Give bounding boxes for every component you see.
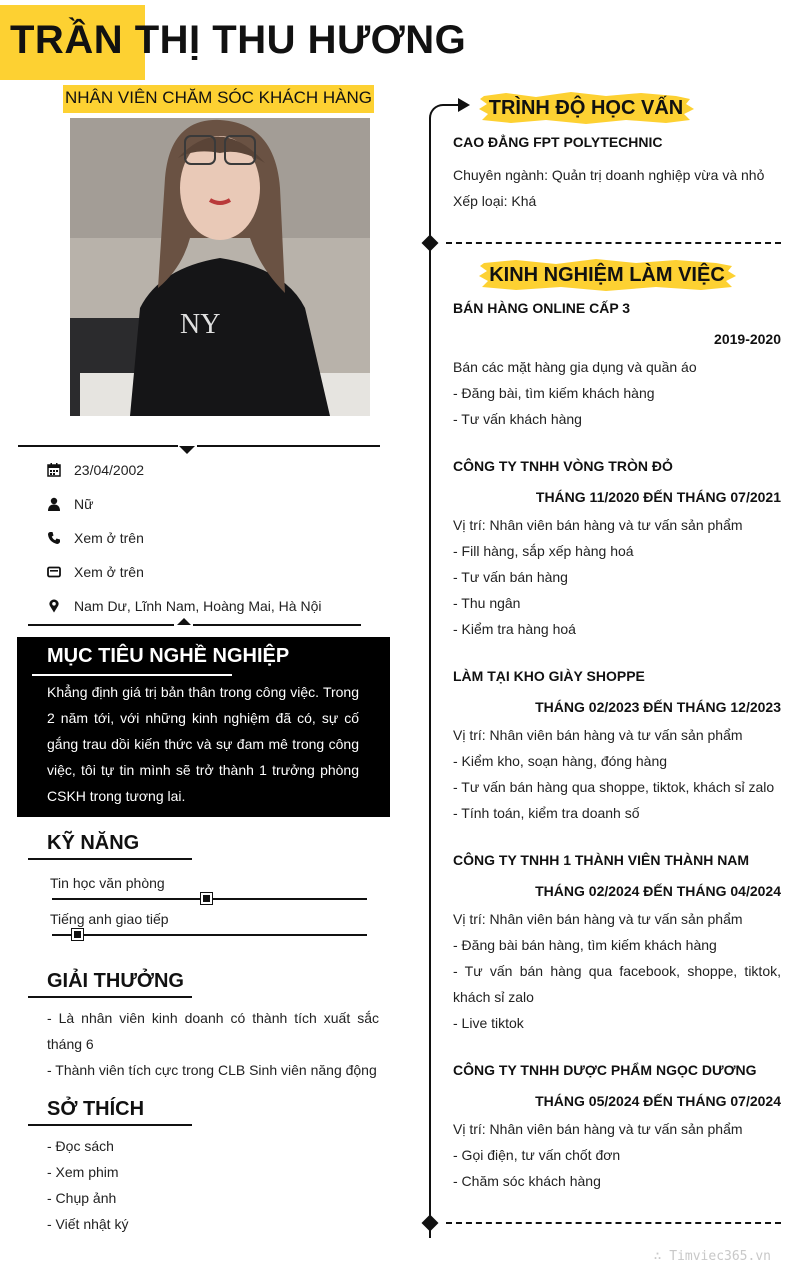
job-line: Vị trí: Nhân viên bán hàng và tư vấn sản phẩm xyxy=(453,517,743,533)
award-item: - Thành viên tích cực trong CLB Sinh viên năng động xyxy=(47,1062,377,1078)
hobby-item: - Chụp ảnh xyxy=(47,1190,117,1206)
job-line: - Đăng bài, tìm kiếm khách hàng xyxy=(453,385,655,401)
job-line: - Thu ngân xyxy=(453,595,521,611)
job-company: CÔNG TY TNHH VÒNG TRÒN ĐỎ xyxy=(453,458,673,474)
email-value: Xem ở trên xyxy=(74,564,144,580)
skills-underline xyxy=(28,858,192,860)
job-period: THÁNG 05/2024 ĐẾN THÁNG 07/2024 xyxy=(535,1093,781,1109)
profile-photo xyxy=(70,118,370,416)
gender-value: Nữ xyxy=(74,496,94,512)
skill-label-english: Tiếng anh giao tiếp xyxy=(50,911,169,927)
career-goal-box xyxy=(17,637,390,817)
timeline-arrow-icon xyxy=(458,98,470,112)
email-icon xyxy=(46,564,62,580)
job-company: CÔNG TY TNHH 1 THÀNH VIÊN THÀNH NAM xyxy=(453,852,750,868)
skill-bar-english xyxy=(52,934,367,936)
job-line: - Fill hàng, sắp xếp hàng hoá xyxy=(453,543,634,559)
job-line: - Tư vấn bán hàng qua facebook, shoppe, tiktok, khách sỉ zalo xyxy=(453,963,781,1005)
education-major: Chuyên ngành: Quản trị doanh nghiệp vừa và nhỏ xyxy=(453,167,765,183)
education-divider xyxy=(446,242,781,244)
skill-knob-office[interactable] xyxy=(201,893,212,904)
candidate-name: TRẦN THỊ THU HƯƠNG xyxy=(10,18,467,62)
skill-label-office: Tin học văn phòng xyxy=(50,875,165,891)
career-goal-title: MỤC TIÊU NGHỀ NGHIỆP xyxy=(47,645,290,667)
hobby-item: - Đọc sách xyxy=(47,1138,114,1154)
experience-divider xyxy=(446,1222,781,1224)
experience-title: KINH NGHIỆM LÀM VIỆC xyxy=(489,263,725,286)
job-line: Vị trí: Nhân viên bán hàng và tư vấn sản phẩm xyxy=(453,1121,743,1137)
job-line: - Tính toán, kiểm tra doanh số xyxy=(453,805,640,821)
education-school: CAO ĐẲNG FPT POLYTECHNIC xyxy=(453,134,663,150)
birthday-value: 23/04/2002 xyxy=(74,462,145,478)
job-line: - Live tiktok xyxy=(453,1015,524,1031)
education-title: TRÌNH ĐỘ HỌC VẤN xyxy=(488,96,684,119)
job-period: THÁNG 11/2020 ĐẾN THÁNG 07/2021 xyxy=(535,489,781,505)
photo-divider-marker xyxy=(179,446,195,454)
career-goal-underline xyxy=(32,674,232,676)
job-period: 2019-2020 xyxy=(714,331,781,347)
address-value: Nam Dư, Lĩnh Nam, Hoàng Mai, Hà Nội xyxy=(74,598,322,614)
education-title-highlight xyxy=(476,90,696,126)
job-period: THÁNG 02/2023 ĐẾN THÁNG 12/2023 xyxy=(535,699,781,715)
job-line: - Tư vấn khách hàng xyxy=(453,411,582,427)
timeline-diamond xyxy=(422,1215,439,1232)
hobby-item: - Viết nhật ký xyxy=(47,1216,129,1232)
job-line: - Gọi điện, tư vấn chốt đơn xyxy=(453,1147,621,1163)
awards-title: GIẢI THƯỞNG xyxy=(47,970,184,992)
svg-text:NY: NY xyxy=(180,309,221,340)
job-company: BÁN HÀNG ONLINE CẤP 3 xyxy=(453,300,631,316)
job-company: CÔNG TY TNHH DƯỢC PHẨM NGỌC DƯƠNG xyxy=(453,1062,757,1078)
info-gender xyxy=(46,494,93,514)
info-email xyxy=(46,562,144,582)
hobbies-title: SỞ THÍCH xyxy=(47,1098,145,1120)
job-period: THÁNG 02/2024 ĐẾN THÁNG 04/2024 xyxy=(535,883,781,899)
education-rank: Xếp loại: Khá xyxy=(453,193,537,209)
timeline-diamond xyxy=(422,235,439,252)
calendar-icon xyxy=(46,462,62,478)
job-line: Bán các mặt hàng gia dụng và quần áo xyxy=(453,359,697,375)
awards-underline xyxy=(28,996,192,998)
timeline-line xyxy=(429,118,431,1238)
photo-divider-right xyxy=(197,445,380,447)
watermark: ∴ Timviec365.vn xyxy=(653,1249,771,1264)
job-line: - Tư vấn bán hàng xyxy=(453,569,568,585)
award-item: - Là nhân viên kinh doanh có thành tích xuất sắc tháng 6 xyxy=(47,1010,379,1052)
photo-divider-left xyxy=(18,445,178,447)
hobbies-underline xyxy=(28,1124,192,1126)
career-goal-text: Khẳng định giá trị bản thân trong công việc. Trong 2 năm tới, với những kinh nghiệm đã có, sự cố gắng trau dồi kiến thức và sự đam mê trong công việc, tôi tự tin mình sẽ trở thành 1 trưởng phòng CSKH trong tương lai. xyxy=(47,684,359,804)
skills-title: KỸ NĂNG xyxy=(47,832,140,854)
phone-value: Xem ở trên xyxy=(74,530,144,546)
timeline-curve xyxy=(429,104,447,122)
info-address xyxy=(46,596,321,616)
job-line: - Chăm sóc khách hàng xyxy=(453,1173,601,1189)
info-birthday xyxy=(46,460,144,480)
location-pin-icon xyxy=(46,598,62,614)
job-line: - Kiểm tra hàng hoá xyxy=(453,621,576,637)
info-divider-right xyxy=(193,624,361,626)
job-company: LÀM TẠI KHO GIÀY SHOPPE xyxy=(453,668,645,684)
info-phone xyxy=(46,528,144,548)
job-title: NHÂN VIÊN CHĂM SÓC KHÁCH HÀNG xyxy=(63,85,374,113)
job-line: Vị trí: Nhân viên bán hàng và tư vấn sản phẩm xyxy=(453,727,743,743)
info-divider-marker xyxy=(177,618,191,625)
info-divider-left xyxy=(28,624,174,626)
hobby-item: - Xem phim xyxy=(47,1164,119,1180)
experience-title-highlight xyxy=(476,257,738,293)
phone-icon xyxy=(46,530,62,546)
person-icon xyxy=(46,496,62,512)
job-line: - Đăng bài bán hàng, tìm kiếm khách hàng xyxy=(453,937,717,953)
job-line: - Tư vấn bán hàng qua shoppe, tiktok, khách sỉ zalo xyxy=(453,779,775,795)
job-line: Vị trí: Nhân viên bán hàng và tư vấn sản phẩm xyxy=(453,911,743,927)
job-line: - Kiểm kho, soạn hàng, đóng hàng xyxy=(453,753,668,769)
skill-knob-english[interactable] xyxy=(72,929,83,940)
